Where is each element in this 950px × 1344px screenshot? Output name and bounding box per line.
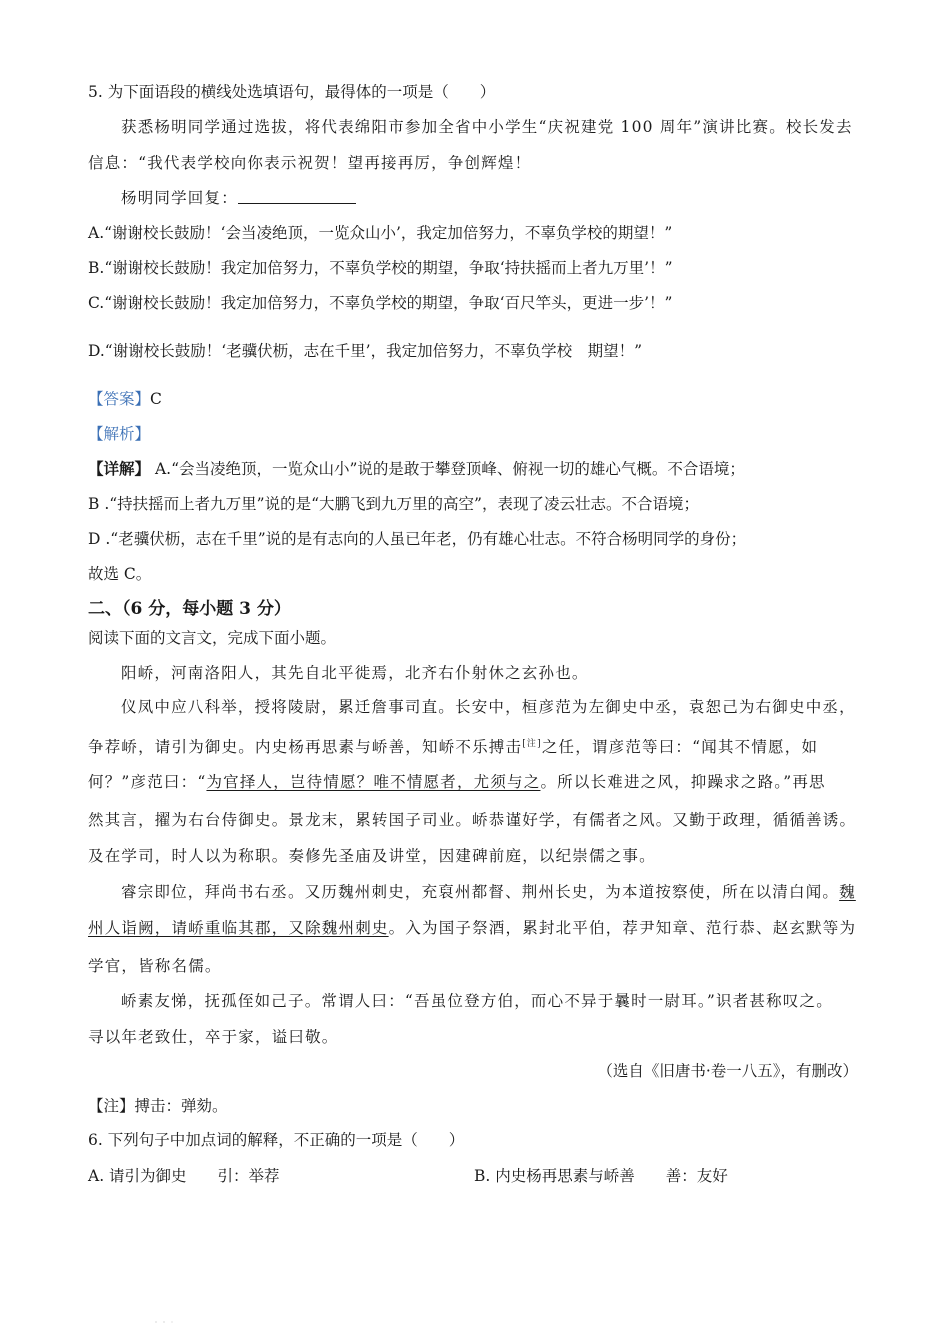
q5-stem: 5. 为下面语段的横线处选填语句，最得体的一项是（ ） <box>88 83 496 101</box>
detail-tag: 【详解】 <box>88 459 151 478</box>
q5-answer <box>88 389 162 409</box>
passage-p2-line-2-a: 争荐峤，请引为御史。内史杨再思素与峤善，知峤不乐搏击 <box>88 738 523 756</box>
passage-p2-line-3 <box>88 772 826 792</box>
passage-p3-line-2 <box>88 918 856 938</box>
passage-p4-line-2: 寻以年老致仕，卒于家，谥曰敬。 <box>88 1028 339 1046</box>
passage-source: （选自《旧唐书·卷一八五》，有删改） <box>597 1062 858 1080</box>
detail-conclusion: 故选 C。 <box>88 565 152 583</box>
underlined-sentence-2-start: 魏 <box>839 883 856 901</box>
passage-p4-line-1: 峤素友悌，抚孤侄如己子。常谓人曰：“吾虽位登方伯，而心不异于曩时一尉耳。”识者甚称叹之。 <box>121 992 833 1010</box>
q5-passage-line-2: 信息：“我代表学校向你表示祝贺！望再接再厉，争创辉煌！ <box>88 154 532 172</box>
passage-p2-line-3-b: 。所以长难进之风，抑躁求之路。”再思 <box>540 773 826 791</box>
q6-option-b: B. 内史杨再思素与峤善 善：友好 <box>474 1167 728 1185</box>
detail-line-2: B .“持扶摇而上者九万里”说的是“大鹏飞到九万里的高空”，表现了凌云壮志。不合语境； <box>88 495 699 513</box>
q5-answer-blank <box>238 190 356 204</box>
q5-reply-label: 杨明同学回复： <box>121 189 238 207</box>
passage-p2-line-1: 仪凤中应八科举，授将陵尉，累迁詹事司直。长安中，桓彦范为左御史中丞，袁恕己为右御史中丞， <box>121 698 856 716</box>
passage-p3-line-2-b: 。入为国子祭酒，累封北平伯，荐尹知章、范行恭、赵玄默等为 <box>388 919 857 937</box>
q5-option-b: B.“谢谢校长鼓励！我定加倍努力，不辜负学校的期望，争取‘持扶摇而上者九万里’！” <box>88 259 673 277</box>
section-2-instruction: 阅读下面的文言文，完成下面小题。 <box>88 629 337 647</box>
underlined-sentence-2: 州人诣阙，请峤重临其郡，又除魏州刺史 <box>88 919 389 937</box>
underlined-sentence-1: 为官择人，岂待情愿？唯不情愿者，尤须与之 <box>206 773 541 791</box>
passage-p2-line-4: 然其言，擢为右台侍御史。景龙末，累转国子司业。峤恭谨好学，有儒者之风。又勤于政理，循循善诱。 <box>88 811 857 829</box>
q5-reply-line <box>121 188 356 208</box>
section-2-heading: 二、（6 分，每小题 3 分） <box>88 599 291 619</box>
q6-option-a: A. 请引为御史 引：举荐 <box>88 1167 280 1185</box>
passage-p3-line-3: 学官，皆称名儒。 <box>88 957 222 975</box>
faint-footer-mark <box>150 1318 210 1326</box>
passage-p2-line-3-a: 何？”彦范曰：“ <box>88 773 207 791</box>
passage-note: 【注】搏击：弹劾。 <box>88 1097 228 1115</box>
passage-p3-line-1-a: 睿宗即位，拜尚书右丞。又历魏州刺史，充裒州都督、荆州长史，为本道按察使，所在以清白闻。 <box>121 883 840 901</box>
note-marker: [注] <box>522 739 542 749</box>
detail-line-3: D .“老骥伏枥，志在千里”说的是有志向的人虽已年老，仍有雄心壮志。不符合杨明同学的身份； <box>88 530 747 548</box>
q5-option-a: A.“谢谢校长鼓励！‘会当凌绝顶，一览众山小’，我定加倍努力，不辜负学校的期望！” <box>88 224 673 242</box>
q5-passage-line-1: 获悉杨明同学通过选拔，将代表绵阳市参加全省中小学生“庆祝建党 100 周年”演讲比赛。校长发去 <box>121 118 853 136</box>
passage-p3-line-1 <box>121 882 856 902</box>
q5-option-d: D.“谢谢校长鼓励！‘老骥伏枥，志在千里’，我定加倍努力，不辜负学校 期望！” <box>88 342 643 360</box>
detail-line-1 <box>88 459 745 479</box>
detail-text-1: A.“会当凌绝顶，一览众山小”说的是敢于攀登顶峰、俯视一切的雄心气概。不合语境； <box>150 460 745 478</box>
passage-p2-line-2-b: 之任，谓彦范等曰：“闻其不情愿，如 <box>541 738 819 756</box>
passage-p2-line-5: 及在学司，时人以为称职。奏修先圣庙及讲堂，因建碑前庭，以纪崇儒之事。 <box>88 847 656 865</box>
q6-stem: 6. 下列句子中加点词的解释，不正确的一项是（ ） <box>88 1131 465 1149</box>
analysis-tag: 【解析】 <box>88 425 151 443</box>
q5-option-c: C.“谢谢校长鼓励！我定加倍努力，不辜负学校的期望，争取‘百尺竿头，更进一步’！” <box>88 294 673 312</box>
answer-value: C <box>150 390 162 408</box>
passage-p1: 阳峤，河南洛阳人，其先自北平徙焉，北齐右仆射休之玄孙也。 <box>121 664 589 682</box>
answer-tag: 【答案】 <box>88 390 151 408</box>
passage-p2-line-2 <box>88 734 818 757</box>
